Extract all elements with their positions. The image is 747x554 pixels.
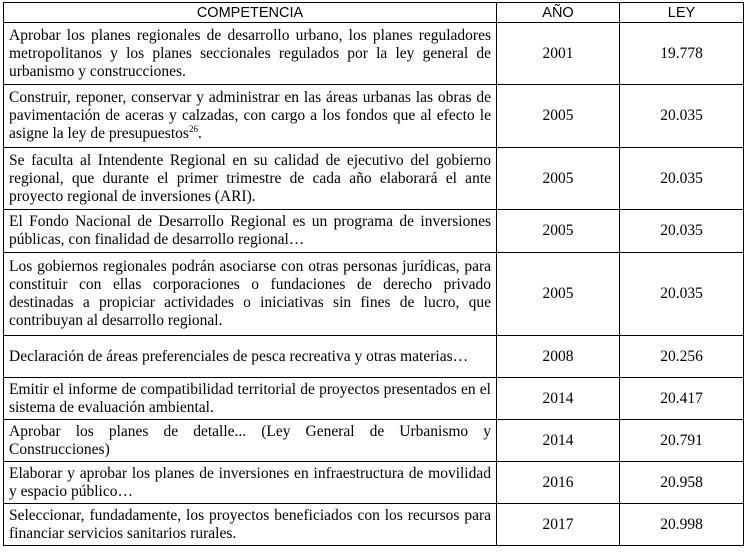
competencia-cell: Construir, reponer, conservar y administrar en las áreas urbanas las obras de pavimentación de aceras y calzadas, con cargo a los fondos que al efecto le asigne la ley de presupuestos$^{26}$. (4, 85, 497, 148)
header-competencia: COMPETENCIA (4, 3, 497, 23)
table-row (4, 23, 744, 85)
header-ley: LEY (620, 3, 744, 23)
ano-cell: 2005 (497, 210, 620, 253)
header-row (4, 3, 744, 23)
competencia-cell: Elaborar y aprobar los planes de inversiones en infraestructura de movilidad y espacio público… (4, 462, 497, 504)
ley-cell: 20.791 (620, 420, 744, 462)
competencia-cell: Seleccionar, fundadamente, los proyectos beneficiados con los recursos para financiar servicios sanitarios rurales. (4, 504, 497, 546)
table-row (4, 420, 744, 462)
footnote-ref: 26 (188, 123, 198, 134)
ley-cell: 19.778 (620, 23, 744, 85)
ley-cell: 20.256 (620, 336, 744, 378)
ley-cell: 20.417 (620, 378, 744, 420)
table-row (4, 253, 744, 336)
table-row (4, 462, 744, 504)
table-row (4, 504, 744, 546)
ano-cell: 2008 (497, 336, 620, 378)
competencias-table (3, 2, 744, 546)
ano-cell: 2005 (497, 85, 620, 148)
ley-cell: 20.035 (620, 253, 744, 336)
ano-cell: 2005 (497, 148, 620, 210)
table-row (4, 210, 744, 253)
table-row (4, 378, 744, 420)
competencia-cell: Aprobar los planes regionales de desarrollo urbano, los planes reguladores metropolitanos y los planes seccionales regulados por la ley general de urbanismo y construcciones. (4, 23, 497, 85)
ley-cell: 20.035 (620, 85, 744, 148)
ano-cell: 2014 (497, 420, 620, 462)
ano-cell: 2017 (497, 504, 620, 546)
competencia-text: Construir, reponer, conservar y administrar en las áreas urbanas las obras de pavimentación de aceras y calzadas, con cargo a los fondos que al efecto le asigne la ley de presupuestos (9, 89, 491, 142)
ley-cell: 20.035 (620, 210, 744, 253)
ley-cell: 20.958 (620, 462, 744, 504)
table-row (4, 148, 744, 210)
ano-cell: 2001 (497, 23, 620, 85)
competencia-cell: Se faculta al Intendente Regional en su calidad de ejecutivo del gobierno regional, que durante el primer trimestre de cada año elaborará el ante proyecto regional de inversiones (ARI). (4, 148, 497, 210)
ano-cell: 2016 (497, 462, 620, 504)
competencia-cell: Los gobiernos regionales podrán asociarse con otras personas jurídicas, para constituir con ellas corporaciones o fundaciones de derecho privado destinadas a propiciar actividades o iniciativas sin fines de lucro, que contribuyan al desarrollo regional. (4, 253, 497, 336)
ano-cell: 2005 (497, 253, 620, 336)
competencia-cell: Aprobar los planes de detalle... (Ley General de Urbanismo y Construcciones) (4, 420, 497, 462)
ley-cell: 20.998 (620, 504, 744, 546)
header-ano: AÑO (497, 3, 620, 23)
ley-cell: 20.035 (620, 148, 744, 210)
competencia-cell: Emitir el informe de compatibilidad territorial de proyectos presentados en el sistema de evaluación ambiental. (4, 378, 497, 420)
competencia-cell: El Fondo Nacional de Desarrollo Regional es un programa de inversiones públicas, con finalidad de desarrollo regional… (4, 210, 497, 253)
table-row (4, 85, 744, 148)
ano-cell: 2014 (497, 378, 620, 420)
competencia-cell: Declaración de áreas preferenciales de pesca recreativa y otras materias… (4, 336, 497, 378)
table-row (4, 336, 744, 378)
